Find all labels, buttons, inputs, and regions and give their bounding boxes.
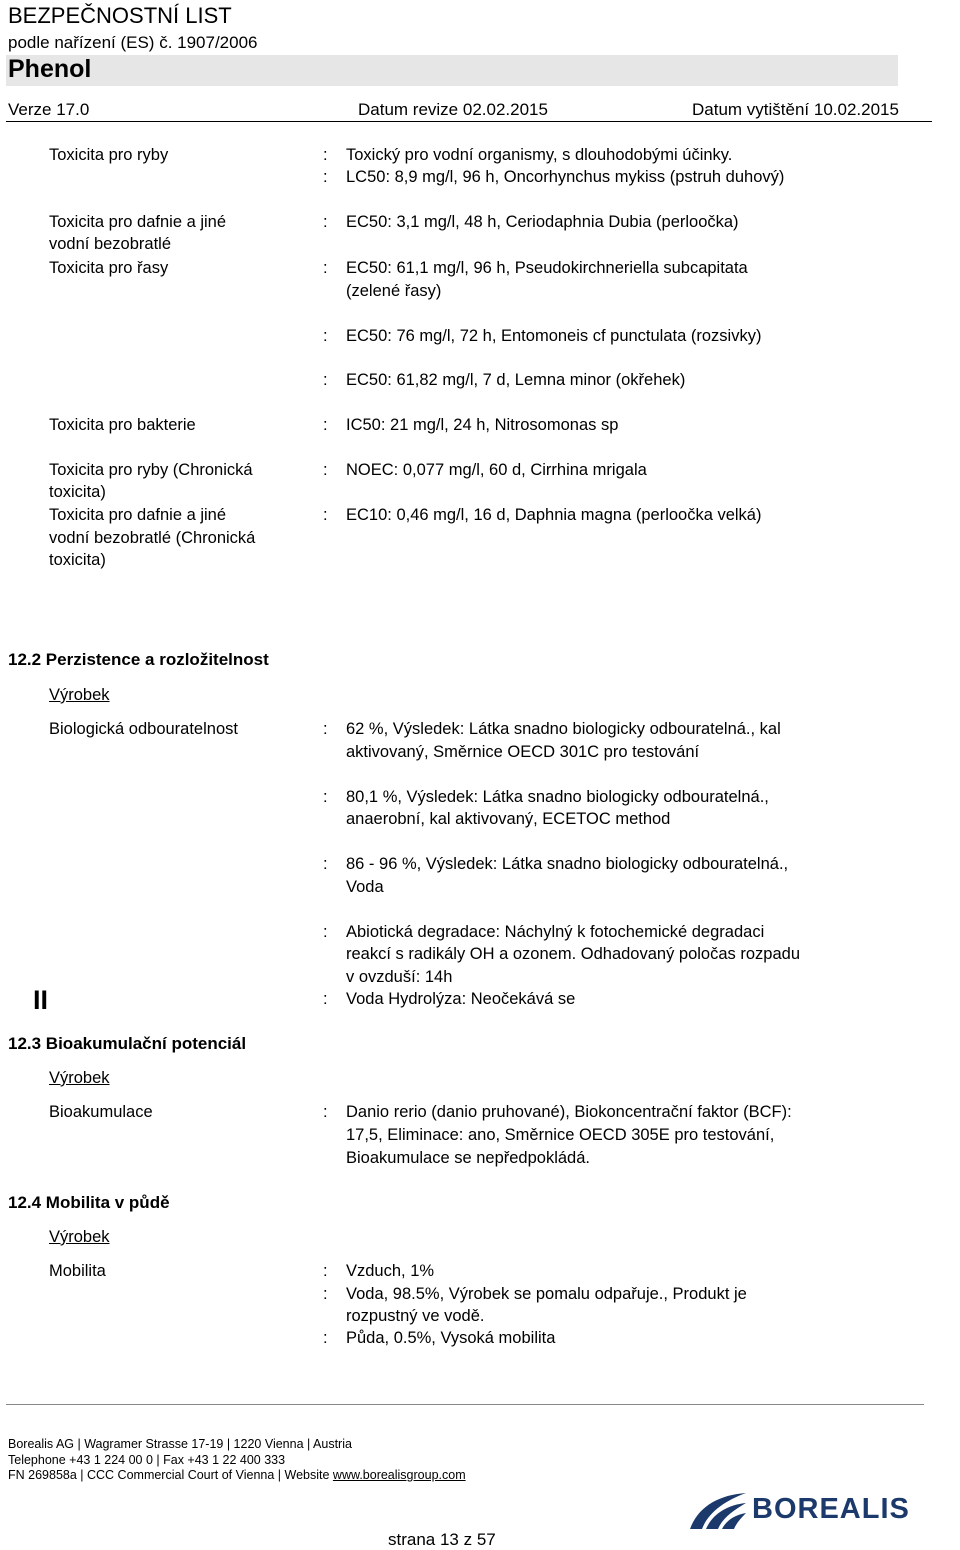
section-12-2-heading: 12.2 Perzistence a rozložitelnost xyxy=(8,650,269,669)
product-subheading: Výrobek xyxy=(49,1069,110,1087)
website-link[interactable]: www.borealisgroup.com xyxy=(332,1468,466,1482)
borealis-logo-text: BOREALIS xyxy=(752,1493,910,1525)
hydrolysis-value: Voda Hydrolýza: Neočekává se xyxy=(346,990,576,1008)
mobility-value: Půda, 0.5%, Vysoká mobilita xyxy=(346,1329,556,1347)
colon: : xyxy=(323,1262,328,1280)
mobility-label: Mobilita xyxy=(49,1262,106,1280)
revision-marker: II xyxy=(33,985,49,1015)
bioaccumulation-value: Danio rerio (danio pruhované), Biokoncentrační faktor (BCF): xyxy=(346,1103,792,1121)
version: Verze 17.0 xyxy=(8,100,90,119)
header-rule xyxy=(6,121,932,122)
biodegradability-value: Voda xyxy=(346,878,384,896)
bioaccumulation-value: Bioakumulace se nepředpokládá. xyxy=(346,1149,590,1167)
fish-toxicity-value: Toxický pro vodní organismy, s dlouhodobými účinky. xyxy=(346,146,733,164)
algae-toxicity-label: Toxicita pro řasy xyxy=(49,259,169,277)
fish-chronic-value: NOEC: 0,077 mg/l, 60 d, Cirrhina mrigala xyxy=(346,461,647,479)
biodegradability-label: Biologická odbouratelnost xyxy=(49,720,238,738)
colon: : xyxy=(323,788,328,806)
mobility-value: rozpustný ve vodě. xyxy=(346,1307,485,1325)
bioaccumulation-label: Bioakumulace xyxy=(49,1103,153,1121)
section-12-3-heading: 12.3 Bioakumulační potenciál xyxy=(8,1034,247,1053)
colon: : xyxy=(323,327,328,345)
daphnia-toxicity-label: Toxicita pro dafnie a jiné xyxy=(49,213,227,231)
biodegradability-value: 86 - 96 %, Výsledek: Látka snadno biologicky odbouratelná., xyxy=(346,855,789,873)
bacteria-toxicity-value: IC50: 21 mg/l, 24 h, Nitrosomonas sp xyxy=(346,416,619,434)
colon: : xyxy=(323,461,328,479)
colon: : xyxy=(323,1103,328,1121)
regulation: podle nařízení (ES) č. 1907/2006 xyxy=(8,33,258,52)
algae-toxicity-value: EC50: 61,82 mg/l, 7 d, Lemna minor (okřehek) xyxy=(346,371,686,389)
page-number: strana 13 z 57 xyxy=(388,1530,496,1549)
daphnia-chronic-label: toxicita) xyxy=(49,551,106,569)
mobility-value: Vzduch, 1% xyxy=(346,1262,435,1280)
biodegradability-value: 62 %, Výsledek: Látka snadno biologicky odbouratelná., kal xyxy=(346,720,781,738)
product-subheading: Výrobek xyxy=(49,686,110,704)
colon: : xyxy=(323,923,328,941)
footer-address: Borealis AG | Wagramer Strasse 17-19 | 1220 Vienna | Austria xyxy=(8,1437,352,1451)
abiotic-degradation-value: reakcí s radikály OH a ozonem. Odhadovaný poločas rozpadu xyxy=(346,945,800,963)
colon: : xyxy=(323,855,328,873)
colon: : xyxy=(323,1329,328,1347)
daphnia-chronic-label: Toxicita pro dafnie a jiné xyxy=(49,506,227,524)
daphnia-chronic-value: EC10: 0,46 mg/l, 16 d, Daphnia magna (perloočka velká) xyxy=(346,506,762,524)
footer-rule xyxy=(6,1404,924,1405)
mobility-value: Voda, 98.5%, Výrobek se pomalu odpařuje., Produkt je xyxy=(346,1285,747,1303)
document-type: BEZPEČNOSTNÍ LIST xyxy=(8,3,232,28)
colon: : xyxy=(323,990,328,1008)
borealis-logo xyxy=(688,1490,954,1532)
section-12-4-heading: 12.4 Mobilita v půdě xyxy=(8,1193,170,1212)
bacteria-toxicity-label: Toxicita pro bakterie xyxy=(49,416,196,434)
biodegradability-value: 80,1 %, Výsledek: Látka snadno biologicky odbouratelná., xyxy=(346,788,769,806)
footer-registration xyxy=(8,1467,466,1483)
biodegradability-value: aktivovaný, Směrnice OECD 301C pro testování xyxy=(346,743,700,761)
daphnia-toxicity-value: EC50: 3,1 mg/l, 48 h, Ceriodaphnia Dubia (perloočka) xyxy=(346,213,739,231)
colon: : xyxy=(323,259,328,277)
revision-date: Datum revize 02.02.2015 xyxy=(358,100,548,119)
footer-registration-text: FN 269858a | CCC Commercial Court of Vienna | Website xyxy=(8,1468,333,1482)
algae-toxicity-value: EC50: 61,1 mg/l, 96 h, Pseudokirchneriella subcapitata xyxy=(346,259,748,277)
footer-contact: Telephone +43 1 224 00 0 | Fax +43 1 22 400 333 xyxy=(8,1453,286,1467)
biodegradability-value: anaerobní, kal aktivovaný, ECETOC method xyxy=(346,810,671,828)
product-bar xyxy=(6,55,898,86)
colon: : xyxy=(323,506,328,524)
abiotic-degradation-value: v ovzduší: 14h xyxy=(346,968,453,986)
borealis-logo-icon xyxy=(688,1491,748,1531)
colon: : xyxy=(323,720,328,738)
daphnia-chronic-label: vodní bezobratlé (Chronická xyxy=(49,529,256,547)
algae-toxicity-value: (zelené řasy) xyxy=(346,282,442,300)
product-name: Phenol xyxy=(8,55,92,83)
abiotic-degradation-value: Abiotická degradace: Náchylný k fotochemické degradaci xyxy=(346,923,765,941)
colon: : xyxy=(323,416,328,434)
colon: : xyxy=(323,146,328,164)
colon: : xyxy=(323,213,328,231)
colon: : xyxy=(323,168,328,186)
print-date: Datum vytištění 10.02.2015 xyxy=(692,100,899,119)
bioaccumulation-value: 17,5, Eliminace: ano, Směrnice OECD 305E pro testování, xyxy=(346,1126,775,1144)
colon: : xyxy=(323,371,328,389)
fish-toxicity-label: Toxicita pro ryby xyxy=(49,146,169,164)
fish-chronic-label: toxicita) xyxy=(49,483,106,501)
fish-toxicity-value: LC50: 8,9 mg/l, 96 h, Oncorhynchus mykiss (pstruh duhový) xyxy=(346,168,785,186)
product-subheading: Výrobek xyxy=(49,1228,110,1246)
algae-toxicity-value: EC50: 76 mg/l, 72 h, Entomoneis cf punctulata (rozsivky) xyxy=(346,327,762,345)
fish-chronic-label: Toxicita pro ryby (Chronická xyxy=(49,461,253,479)
colon: : xyxy=(323,1285,328,1303)
daphnia-toxicity-label: vodní bezobratlé xyxy=(49,235,172,253)
